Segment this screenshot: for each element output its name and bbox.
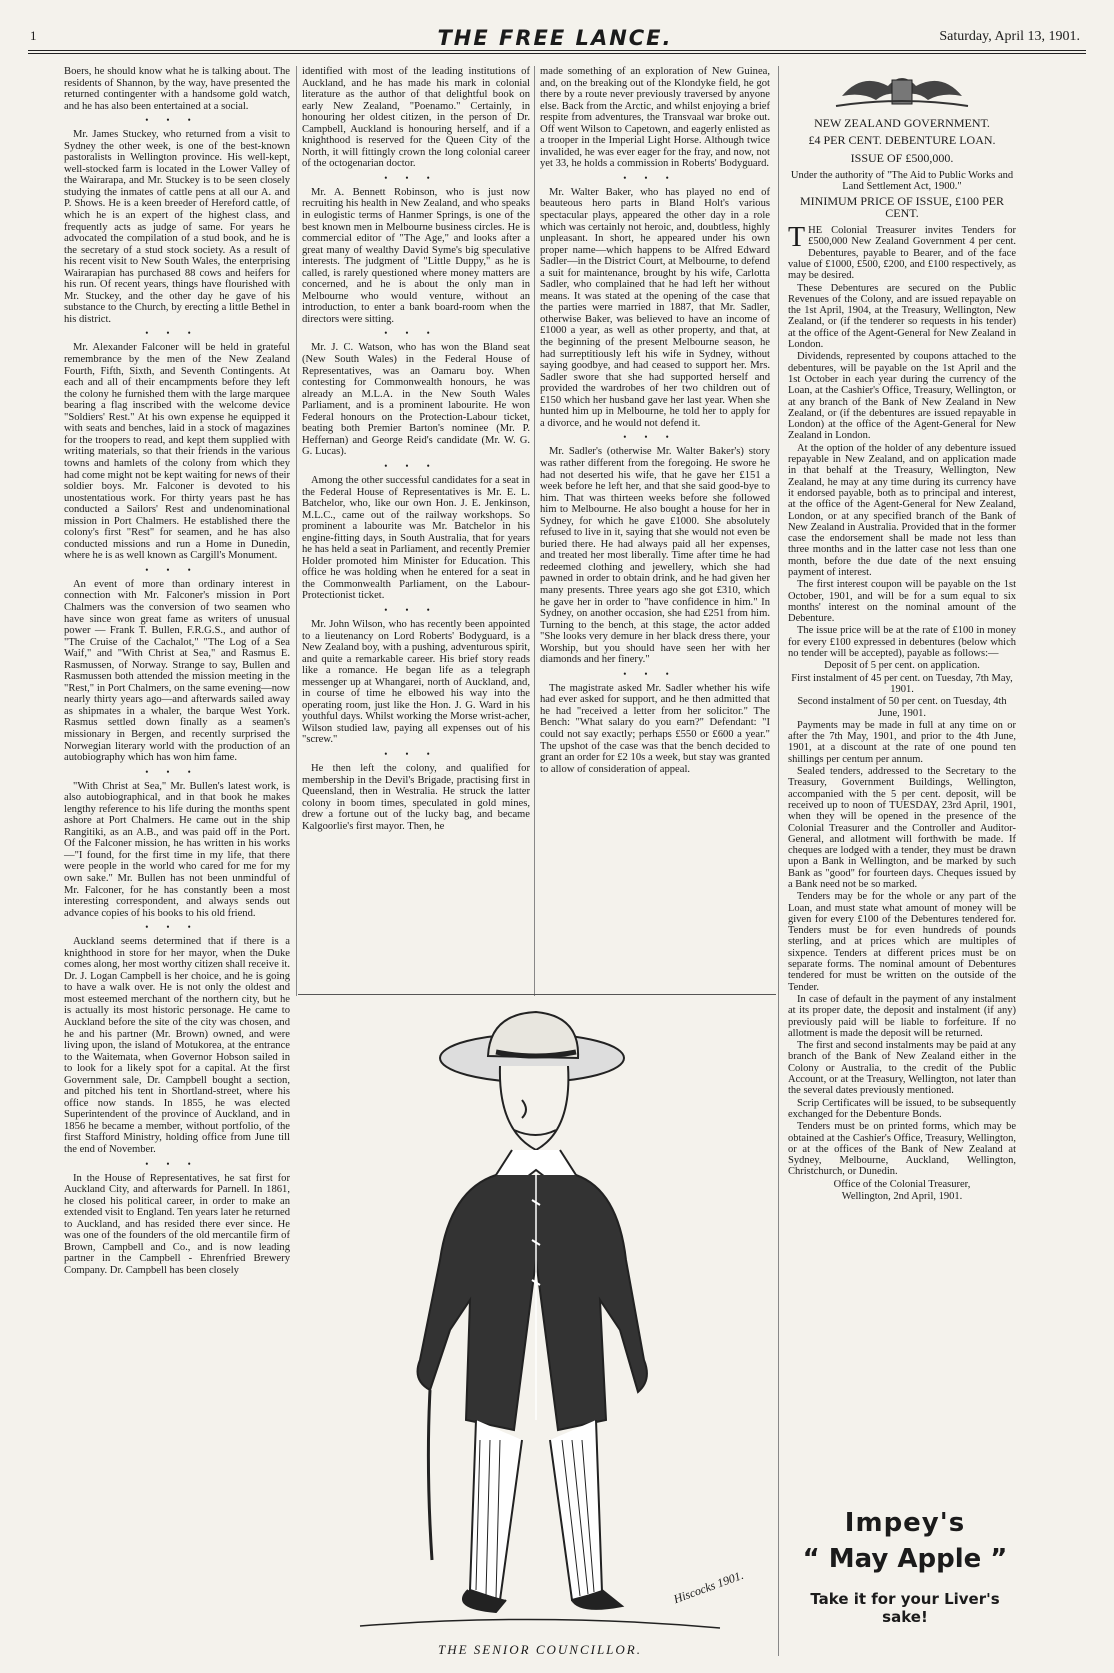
column-4-advertisement [788,66,1016,1203]
notice-instalment: Deposit of 5 per cent. on application. [824,660,980,672]
separator-dots: ••• [384,604,448,615]
notice-instalment: First instalment of 45 per cent. on Tuesday, 7th May, 1901. [791,672,1013,695]
article-paragraph: In the House of Representatives, he sat first for Auckland City, and afterwards for Parnell. In 1861, he closed his political career, in order to make an extended visit to England. Ten years later he returned to Auckland, and has resided there ever since. He was one of the founders of the old mercantile firm of Brown, Campbell and Co., and is now leading partner in the Campbell - Ehrenfried Brewery Company. Dr. Campbell has been closely [64,1172,290,1276]
article-paragraph: Auckland seems determined that if there is a knighthood in store for her mayor, when the Duke comes along, her most worthy citizen shall receive it. Dr. J. Logan Campbell is her choice, and he is going to have a walk over. He is not only the oldest and most esteemed merchant of the northern city, but he is actually its most historic personage. He came to Auckland before the site of the city was chosen, and he and his partner (Mr. Brown) owned, and were living upon, the island of Motukorea, at the entrance to the Waitemata, when Governor Hobson sailed in to look for a likely spot for a capital. At the first Government sale, Dr. Campbell bought a section, and pitched his tent in Shortland-street, where his office now stands. In 1855, he was elected Superintendent of the province of Auckland, and in 1856 he became a member, without portfolio, of the first Stafford Ministry, holding office from June till the end of November. [64,936,290,1156]
separator-dots: ••• [145,766,209,777]
article-paragraph: The magistrate asked Mr. Sadler whether his wife had ever asked for support, and he then admitted that he had "received a letter from her solicitor." The Bench: "What salary do you earn?" Defendant: "I could not say exactly; perhaps £550 or £600 a year." The upshot of the case was that the bench decided to grant an order for £2 10s a week, but stay was granted to allow of consideration of appeal. [540,682,770,775]
separator-dots: ••• [623,432,687,443]
article-paragraph: Mr. Walter Baker, who has played no end of beauteous hero parts in Bland Holt's various spectacular plays, appeared the other day in a role which was certainly not heroic, and, doubtless, highly unpleasant. In short, he appeared under his own proper name—which happens to be Alfred Edward Sadler—in the District Court, at Melbourne, to defend a suit for maintenance, brought by his wife, Carlotta Sadler, who complained that he had left her without means. It was stated at the opening of the case that the parties were married in 1887, that Mr. Sadler, otherwise Baker, was believed to have an income of £1000 a year, as well as other property, and that, at the beginning of the present Melbourne season, he had surreptitiously left his wife in Sydney, without saying goodbye, and had ceased to support her. Mrs. Sadler swore that she had supported herself and provided the wardrobes of her two children out of £150 which her husband gave her last year. When she hunted him up in Melbourne, he told her to apply for a divorce, and he would not defend it. [540,186,770,429]
column-divider [534,66,535,996]
section-rule [298,994,776,995]
notice-heading: NEW ZEALAND GOVERNMENT. [814,116,990,130]
separator-dots: ••• [623,172,687,183]
drop-cap: T [788,222,806,254]
notice-paragraph: Payments may be made in full at any time on or after the 7th May, 1901, and prior to the 4th June, 1901, at a discount at the rate of one pound ten shillings per centum per annum. [788,719,1016,765]
article-paragraph: He then left the colony, and qualified for membership in the Devil's Brigade, practising first in Queensland, then in Westralia. He struck the latter colony in boom times, speculated in gold mines, drew a fortune out of the lucky bag, and became Kalgoorlie's first mayor. Then, he [302,762,530,832]
notice-paragraph: Dividends, represented by coupons attached to the debentures, will be payable on the 1st April and the 1st October in each year during the currency of the Loan, at the Cashier's Office, Treasury, Wellington, or at any branch of the Bank of New Zealand in New Zealand, or (if the debentures are issued repayable in London) at the office of the Agent-General for New Zealand in London. [788,351,1016,442]
column-3 [540,66,770,776]
column-1 [64,66,290,1278]
separator-dots: ••• [384,460,448,471]
separator-dots: ••• [145,922,209,933]
notice-paragraph: In case of default in the payment of any instalment at its proper date, the deposit and instalment (if any) previously paid will be liable to forfeiture. If no allotment is made the deposit will be returned. [788,993,1016,1039]
column-divider [296,66,297,996]
separator-dots: ••• [145,115,209,126]
coat-of-arms-icon [832,66,972,110]
notice-paragraph: At the option of the holder of any debenture issued repayable in New Zealand, and on application made in that behalf at the Treasury, Wellington, New Zealand, he may at any time during its currency have it endorsed payable, both as to principal and interest, at the office of the Agent-General for New Zealand, London, or at any specified branch of the Bank of New Zealand in Australia. Provided that in the former case the endorsement shall be made not less than three months and in the latter case not less than one month, before the due date of the next ensuing payment of interest. [788,442,1016,578]
notice-paragraph: These Debentures are secured on the Public Revenues of the Colony, and are issued repayable on the 1st April, 1904, at the Treasury, Wellington, New Zealand, or (if the tenderer so requests in his tender) at the office of the Agent-General for New Zealand in London. [788,282,1016,351]
article-paragraph: Mr. A. Bennett Robinson, who is just now recruiting his health in New Zealand, and who speaks in eulogistic terms of Hanmer Springs, is one of the best known men in Melbourne business circles. He is commercial editor of "The Age," and looks after a great many of wealthy David Syme's big speculative interests. The judgment of "Little Duppy," as he is called, is rarely questioned where money matters are concerned, and he is about the only man in Melbourne who would venture, without an introduction, to enter a bank board-room when the directors were sitting. [302,186,530,325]
page-number: 1 [30,28,37,43]
separator-dots: ••• [384,328,448,339]
article-paragraph: Mr. Sadler's (otherwise Mr. Walter Baker's) story was rather different from the foregoing. He swore he had not deserted his wife, that he gave her £151 a week before he left her, and that she said good-bye to him. That was thirteen weeks before she followed him to Melbourne. He also bought a house for her in Sydney, for which he gave £1000. She absolutely refused to live in it, saying that she would not even be buried there. He had always paid all her expenses, and treated her most liberally. Time after time he had redeemed clothing and jewellery, which she had pawned in order to obtain drink, and he had given her many presents. Three years ago she got £310, which he gave her in order to "have confidence in him." In Sydney, on another occasion, she had £251 from him. Turning to the bench, at this stage, the actor added "She looks very demure in her black dress there, your Worship, but you should have seen her with her diamonds and her finery." [540,446,770,666]
article-paragraph: Mr. John Wilson, who has recently been appointed to a lieutenancy on Lord Roberts' Bodyguard, is a New Zealand boy, with a pushing, adventurous spirit, and quite a remarkable career. His brief story reads like a romance. He began life as a telegraph messenger up at Whangarei, north of Auckland, and, in course of time he elbowed his way into the operating room, just like the Hon. J. G. Ward in his youthful days. Whilst working the Morse wrist-acher, Wilson studied law, paying all expenses out of his "screw." [302,618,530,746]
article-paragraph: "With Christ at Sea," Mr. Bullen's latest work, is also autobiographical, and in that book he makes lengthy reference to his life during the months spent ashore at Port Chalmers. He came out in the ship Rangitiki, as an A.B., and was paid off in the Port. Of the Falconer mission, he has written in his works—"I found, for the first time in my life, that there were people in the world who cared for me for my own sake." Mr. Bullen has not been unmindful of Mr. Falconer, for he has constantly been a most interesting correspondent, and always sends out advance copies of his books to his old friend. [64,780,290,919]
notice-paragraph: Tenders must be on printed forms, which may be obtained at the Cashier's Office, Treasury, Wellington, or at the offices of the Bank of New Zealand at Sydney, Melbourne, Auckland, Wellington, Christchurch, or Dunedin. [788,1121,1016,1178]
notice-paragraph: The first and second instalments may be paid at any branch of the Bank of New Zealand either in the Colony or Australia, to the credit of the Public Account, or at the Treasury, Wellington, not later than the several dates previously mentioned. [788,1040,1016,1097]
article-paragraph: Mr. J. C. Watson, who has won the Bland seat (New South Wales) in the Federal House of Representatives, was an Oamaru boy. When contesting for Commonwealth honours, he was already an M.L.A. in the New South Wales Parliament, and is a prominent labourite. He won Federal honours on the Protection-Labour ticket, beating both Premier Barton's nominee (Mr. P. Heffernan) and George Reid's candidate (Mr. W. G. G. Lucas). [302,342,530,458]
notice-paragraph: Scrip Certificates will be issued, to be subsequently exchanged for the Debenture Bonds. [788,1097,1016,1120]
notice-paragraph: Tenders may be for the whole or any part of the Loan, and must state what amount of money will be given for every £100 of the Debentures tendered for. Tenders must be for even hundreds of pounds sterling, and at prices which are multiples of sixpence. Tenders at different prices must be on separate forms. The nominal amount of Debentures tendered for must be written on the outside of the Tender. [788,891,1016,993]
separator-dots: ••• [623,668,687,679]
article-paragraph: made something of an exploration of New Guinea, and, on the breaking out of the Klondyke field, he got there by a route never previously traversed by anyone else. Back from the Arctic, and whilst enjoying a brief respite from adventures, the Transvaal war broke out. Off went Wilson to Capetown, and eagerly enlisted as a trooper in the Imperial Light Horse. Although twice invalided, he was ever eager for the fray, and now, not yet 33, he holds a commission in Roberts' Bodyguard. [540,66,770,170]
article-paragraph: identified with most of the leading institutions of Auckland, and he has made his mark in colonial literature as the author of that delightful book on early New Zealand, "Poenamo." Certainly, in honouring her oldest citizen, in the person of Dr. Campbell, Auckland is honouring herself, and if a knighthood is reserved for the Queen City of the North, it will fittingly crown the long colonial career of the octogenarian doctor. [302,66,530,170]
ad-slogan: Take it for your Liver's sake! [810,1590,1000,1626]
article-paragraph: An event of more than ordinary interest in connection with Mr. Falconer's mission in Port Chalmers was the conversion of two seamen who have since won great fame as writers of unusual power — Frank T. Bullen, F.R.G.S., and author of "The Cruise of the Cachalot," "The Log of a Sea Waif," and "With Christ at Sea," and Rasmus E. Rasmussen, of Norway. Strange to say, Bullen and Rasmussen both attended the mission meeting in the "Rest," in Port Chalmers, on the same evening—now nearly thirty years ago—and afterwards sailed away as shipmates in a whaler, the barque West York. Rasmus settled down finally as a seamen's missionary in Bergen, and recently surprised the Norwegian literary world with the production of an autobiography which has won him fame. [64,578,290,764]
impeys-advertisement [790,1508,1020,1626]
notice-signature: Wellington, 2nd April, 1901. [841,1191,963,1203]
notice-paragraph: HE Colonial Treasurer invites Tenders for £500,000 New Zealand Government 4 per cent. Debentures, payable to Bearer, and of the face value of £1000, £500, £200, and £100 respectively, as may be desired. [788,225,1016,282]
notice-signature: Office of the Colonial Treasurer, [833,1178,971,1190]
page-header [30,26,1080,48]
issue-date: Saturday, April 13, 1901. [939,29,1080,44]
notice-instalment: Second instalment of 50 per cent. on Tuesday, 4th June, 1901. [797,696,1007,719]
caricature-illustration [300,1000,780,1640]
article-paragraph: Mr. Alexander Falconer will be held in grateful remembrance by the men of the New Zealand Fourth, Fifth, Sixth, and Seventh Contingents. At each and all of their encampments before they left the colony he furnished them with the large marquee bearing a flag inscribed with the welcome device "Soldiers' Rest." At his own expense he equipped it with seats and benches, laid in a stock of magazines for the troopers to read, and kept them supplied with writing materials, so that their friends in the various towns and hamlets of the colony from which they had come might not be kept waiting for news of their soldier boys. Mr. Falconer is devoted to his unostentatious work. For thirty years past he has conducted a Sailors' Rest and undenominational mission in Port Chalmers. He established there the colony's first "Rest" for seamen, and he has also conducted missions and run a Home in Dunedin, where he is as well known as Cargill's Monument. [64,342,290,562]
notice-subheading: £4 PER CENT. DEBENTURE LOAN. [808,133,996,148]
separator-dots: ••• [145,564,209,575]
ad-brand: Impey's [844,1508,966,1538]
separator-dots: ••• [384,748,448,759]
article-paragraph: Boers, he should know what he is talking about. The residents of Shannon, by the way, have presented the returned contingenter with a handsome gold watch, and he has also been entertained at a social. [64,66,290,112]
notice-issue: ISSUE OF £500,000. [850,150,954,165]
separator-dots: ••• [384,172,448,183]
separator-dots: ••• [145,328,209,339]
masthead: THE FREE LANCE. [437,26,673,50]
article-paragraph: Among the other successful candidates for a seat in the Federal House of Representatives is Mr. E. L. Batchelor, who, like our own Hon. J. E. Jenkinson, M.L.C., came out of the railway workshops. So prominent a labourite was Mr. Batchelor in his engine-fitting days, in South Australia, that for years he has held a seat in Parliament, and recently Premier Holder promoted him Minister for Education. This office he was holding when he entered for a seat in the Commonwealth Parliament, on the Labour-Protectionist ticket. [302,474,530,602]
notice-paragraph: The first interest coupon will be payable on the 1st October, 1901, and will be for a sum equal to six months' interest on the nominal amount of the Debenture. [788,579,1016,625]
header-rule [28,50,1086,51]
notice-minimum-price: MINIMUM PRICE OF ISSUE, £100 PER CENT. [799,194,1005,220]
artist-signature: Hiscocks 1901. [671,1567,746,1607]
header-rule-thin [28,53,1086,54]
notice-paragraph: The issue price will be at the rate of £100 in money for every £100 expressed in debentures (below which no tender will be accepted), payable as follows:— [788,625,1016,660]
article-paragraph: Mr. James Stuckey, who returned from a visit to Sydney the other week, is one of the best-known pastoralists in Wellington province. His well-kept, well-stocked farm is located in the Lower Valley of the Wairarapa, and Mr. Stuckey is to be seen closely studying the inmates of cattle pens at all our A. and P. Shows. He is a keen breeder of Hereford cattle, of which he is an expert of the highest class, and frequently acts as judge of same. For years he advocated the compilation of a stud book, and he is the secretary of a stud stock society. As a result of his recent visit to New South Wales, the enterprising Wairarapian has purchased 88 cows and heifers for his run. Of recent years, things have flourished with Mr. Stuckey, and the other day he gave of his substance to the Church, by erecting a little Bethel in his district. [64,129,290,325]
ad-product: “ May Apple ” [802,1544,1008,1574]
separator-dots: ••• [145,1158,209,1169]
notice-paragraph: Sealed tenders, addressed to the Secretary to the Treasury, Government Buildings, Wellington, accompanied with the 5 per cent. deposit, will be received up to noon of TUESDAY, 23rd April, 1901, when they will be opened in the presence of the Colonial Treasurer and the Controller and Auditor-General, and allotment will forthwith be made. If cheques are lodged with a tender, they must be drawn upon a Bank in Wellington, and be marked by such Bank as "good" for fourteen days. Cheques issued by a Bank need not be so marked. [788,766,1016,890]
illustration-caption: THE SENIOR COUNCILLOR. [438,1642,642,1657]
column-2 [302,66,530,833]
notice-authority: Under the authority of "The Aid to Public Works and Land Settlement Act, 1900." [790,169,1014,193]
